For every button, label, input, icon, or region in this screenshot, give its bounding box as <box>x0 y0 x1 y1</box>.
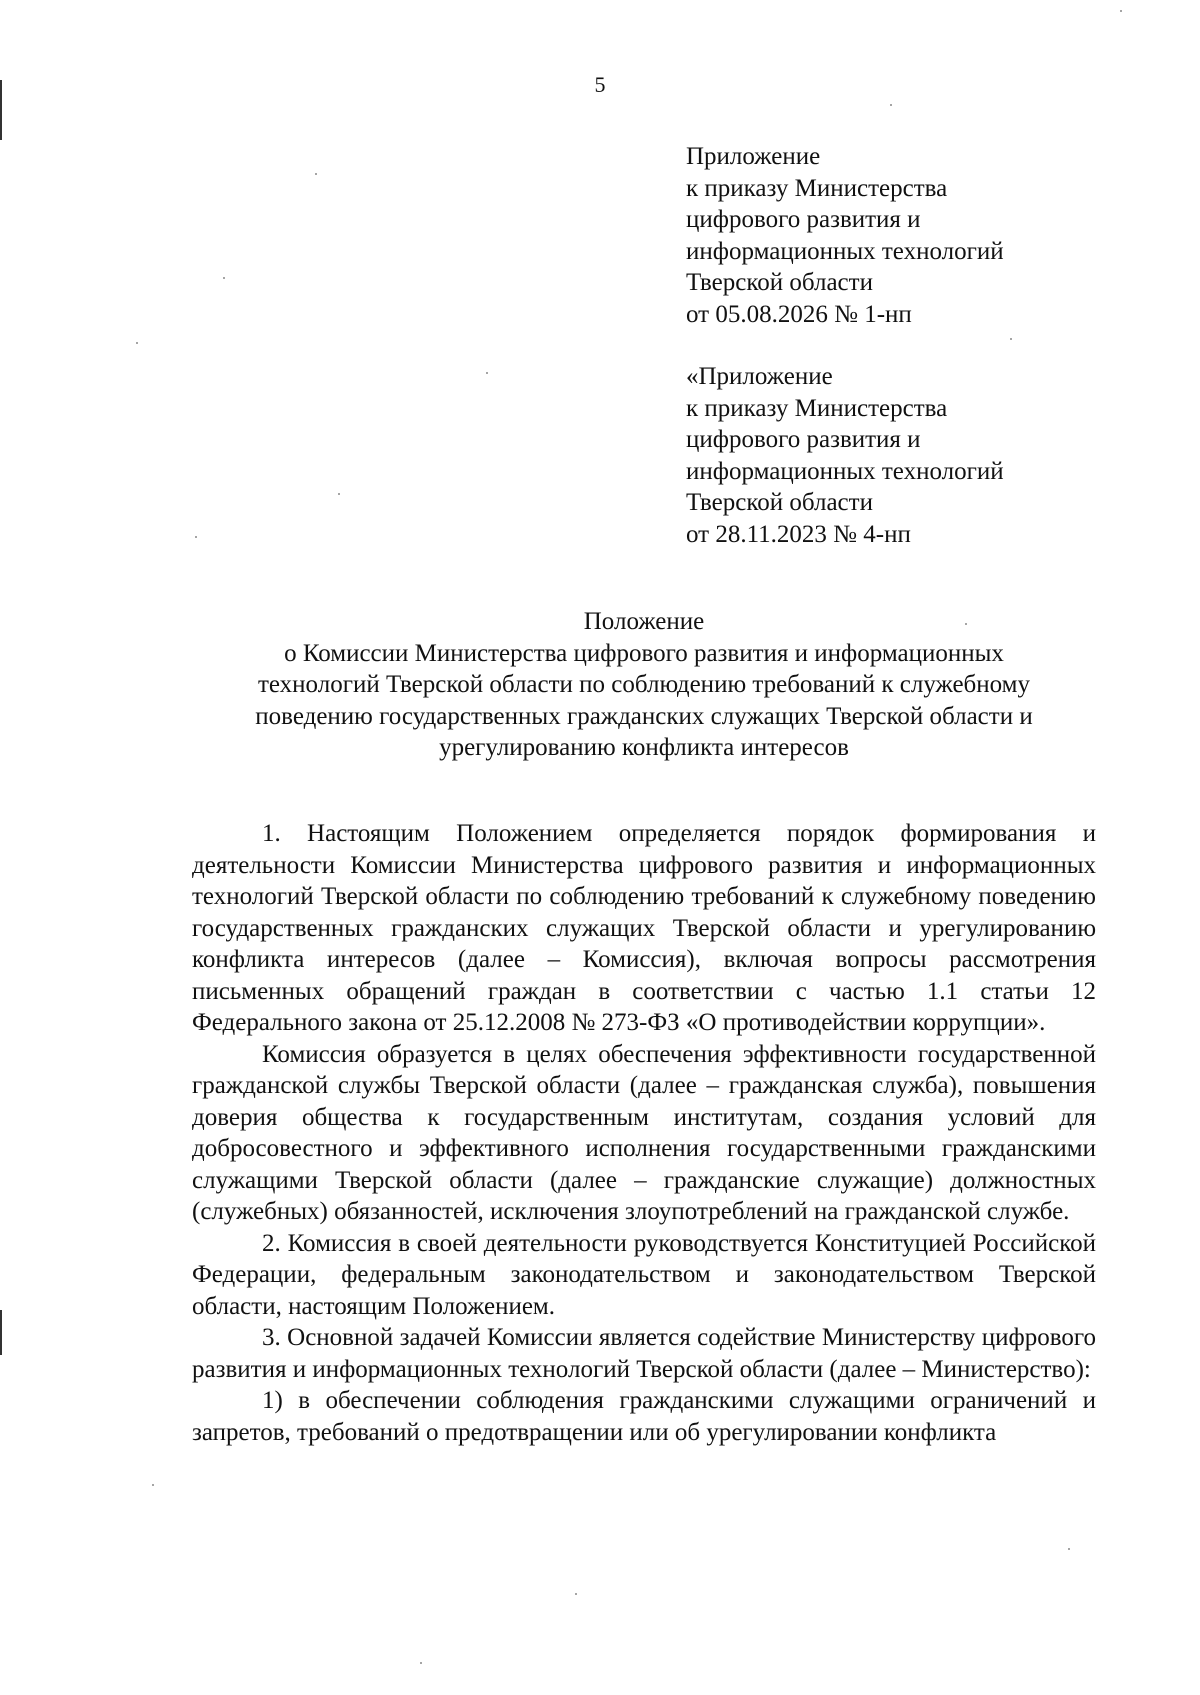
appendix-line: информационных технологий <box>686 237 1004 265</box>
document-title <box>150 606 1138 764</box>
scan-speck <box>420 1662 422 1664</box>
title-line: поведению государственных гражданских служащих Тверской области и <box>255 702 1033 730</box>
paragraph: 1. Настоящим Положением определяется порядок формирования и деятельности Комиссии Министерства цифрового развития и информационных технологий Тверской области по соблюдению требований к служебному поведению государственных гражданских служащих Тверской области и урегулированию конфликта интересов (далее – Комиссия), включая вопросы рассмотрения письменных обращений граждан в соответствии с частью 1.1 статьи 12 Федерального закона от 25.12.2008 № 273-ФЗ «О противодействии коррупции». <box>192 820 1096 1036</box>
title-line: о Комиссии Министерства цифрового развития и информационных <box>284 639 1004 667</box>
scan-speck <box>965 623 967 625</box>
title-line: технологий Тверской области по соблюдению требований к служебному <box>257 671 1030 698</box>
appendix-line: Приложение <box>686 143 821 170</box>
paragraph: Комиссия образуется в целях обеспечения эффективности государственной гражданской службы Тверской области (далее – гражданская служба), повышения доверия общества к государственным институтам, создания условий для добросовестного и эффективного исполнения государственными гражданскими служащими Тверской области (далее – гражданские служащие) должностных (служебных) обязанностей, исключения злоупотреблений на гражданской службе. <box>192 1040 1096 1225</box>
appendix-reference-current <box>686 141 1166 330</box>
paragraph: 3. Основной задачей Комиссии является содействие Министерству цифрового развития и информационных технологий Тверской области (далее – Министерство): <box>192 1324 1096 1383</box>
appendix-line: к приказу Министерства <box>686 174 948 202</box>
appendix-line: «Приложение <box>686 363 833 390</box>
appendix-line: от 05.08.2026 № 1-нп <box>686 300 912 328</box>
scan-speck <box>486 372 488 374</box>
scan-speck <box>890 104 892 106</box>
appendix-line: Тверской области <box>686 489 873 516</box>
scan-speck <box>1068 1548 1070 1550</box>
title-heading: Положение <box>583 608 705 635</box>
appendix-line: цифрового развития и <box>686 426 921 453</box>
appendix-line: от 28.11.2023 № 4-нп <box>686 520 911 548</box>
appendix-line: информационных технологий <box>686 457 1004 485</box>
scan-speck <box>152 1484 154 1486</box>
paragraph: 1) в обеспечении соблюдения гражданскими служащими ограничений и запретов, требований о предотвращении или об урегулировании конфликта <box>192 1387 1096 1446</box>
scan-speck <box>136 342 138 344</box>
scan-speck <box>338 493 340 495</box>
appendix-reference-original <box>686 361 1166 550</box>
appendix-line: цифрового развития и <box>686 206 921 233</box>
appendix-line: Тверской области <box>686 269 873 296</box>
scan-speck <box>223 277 225 279</box>
scan-edge-mark <box>0 1310 2 1355</box>
document-body <box>192 818 1096 1448</box>
scan-speck <box>575 1593 577 1595</box>
paragraph: 2. Комиссия в своей деятельности руководствуется Конституцией Российской Федерации, федеральным законодательством и законодательством Тверской области, настоящим Положением. <box>192 1229 1096 1320</box>
scan-speck <box>195 536 197 538</box>
scan-speck <box>315 173 317 175</box>
title-line: урегулированию конфликта интересов <box>439 734 849 761</box>
scan-speck <box>1120 10 1122 12</box>
appendix-line: к приказу Министерства <box>686 394 948 422</box>
scan-speck <box>1010 338 1012 340</box>
page-number: 5 <box>594 72 606 97</box>
